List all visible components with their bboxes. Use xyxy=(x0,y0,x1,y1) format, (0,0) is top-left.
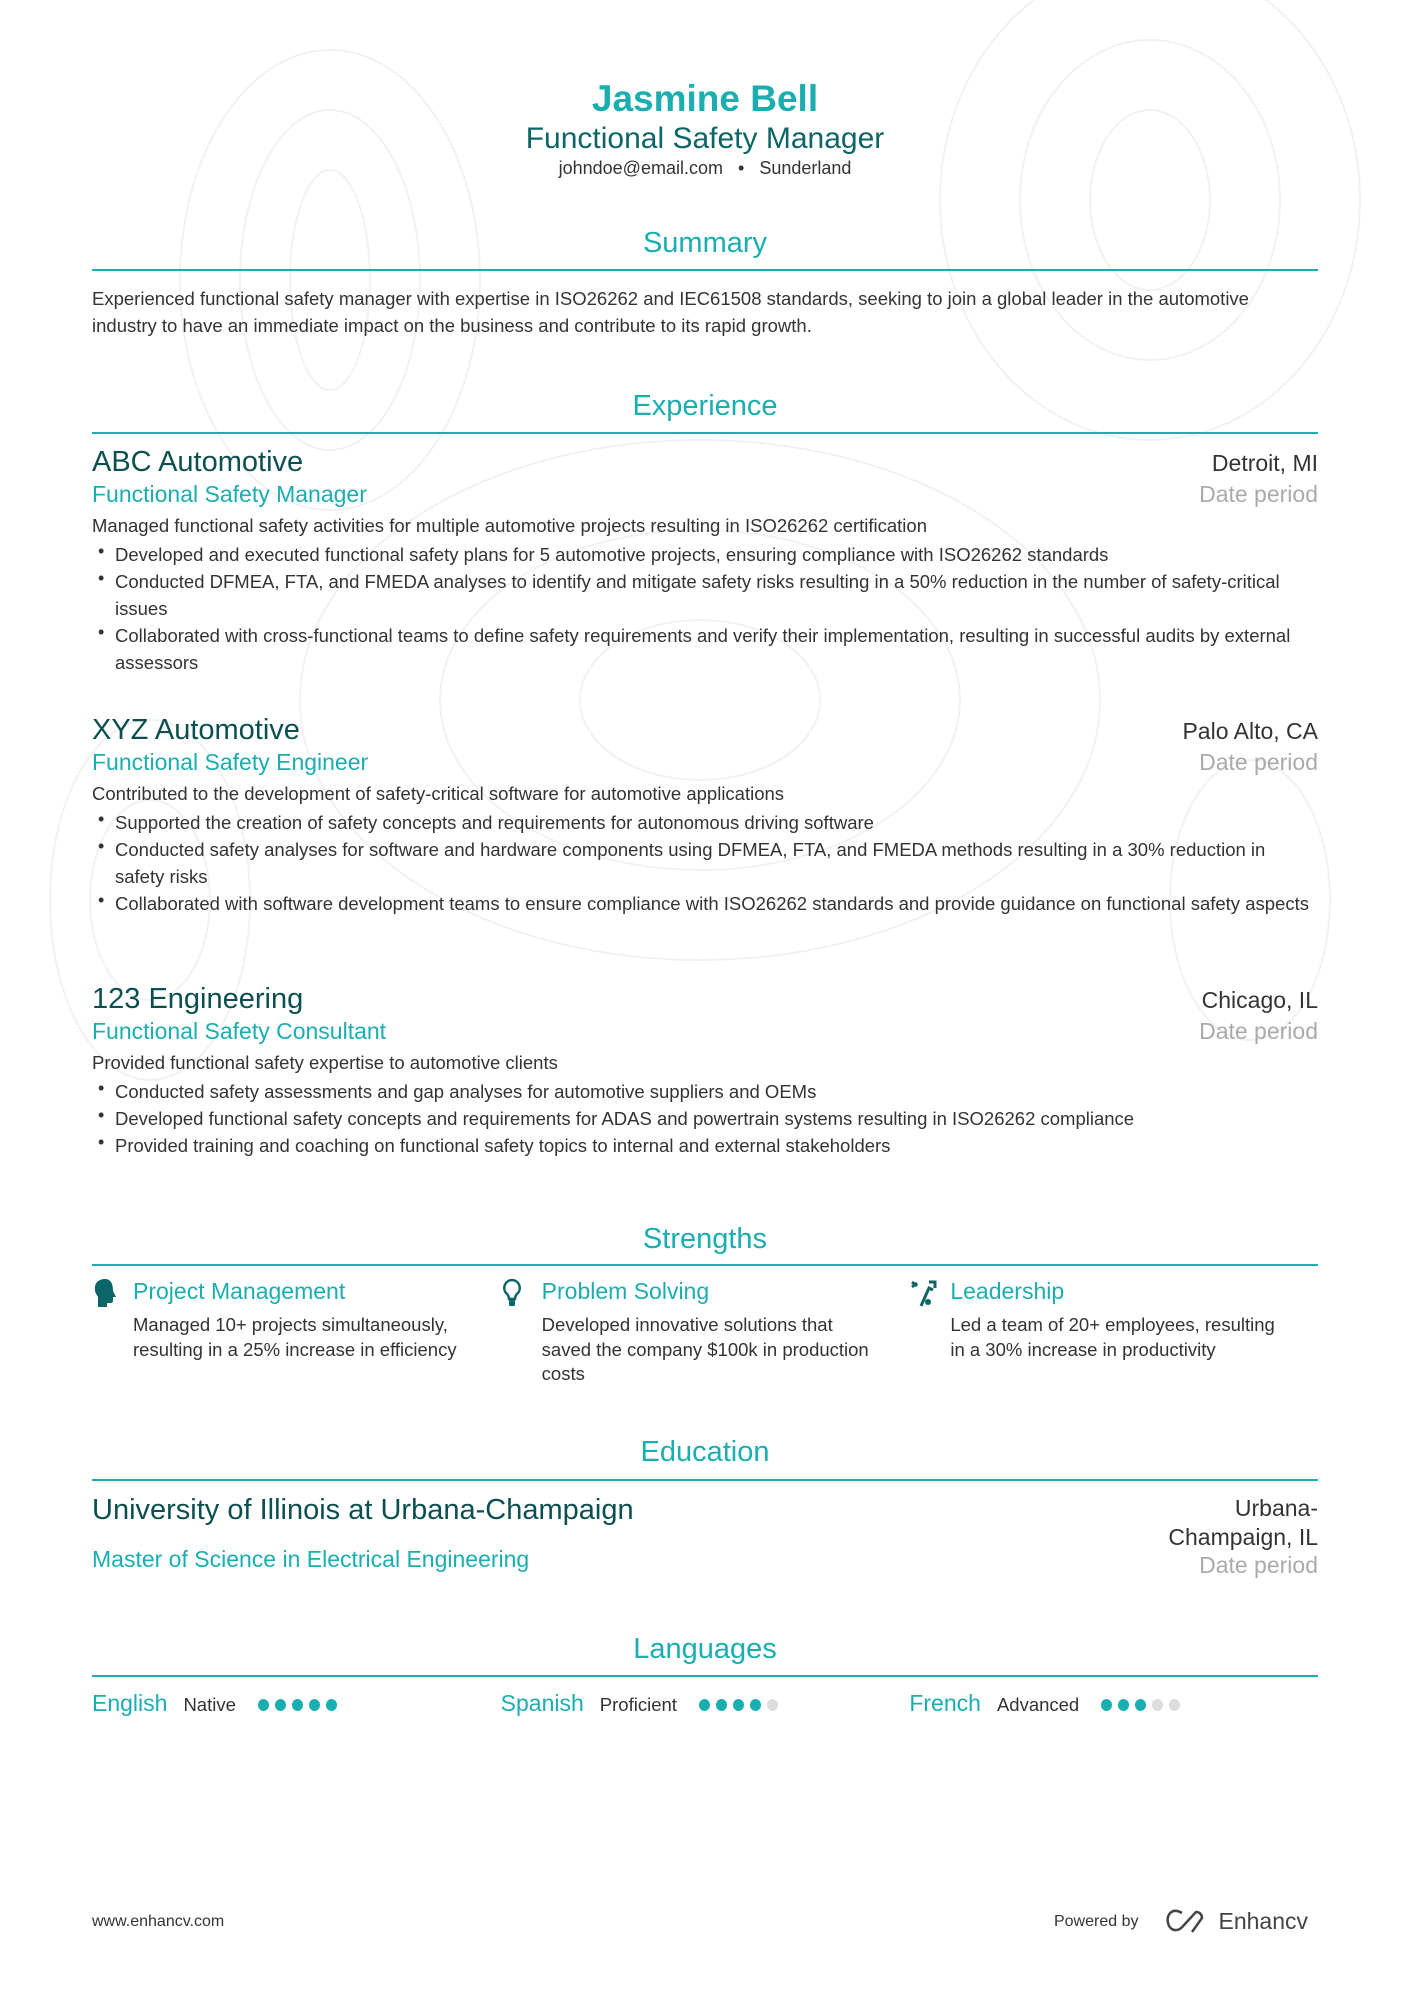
divider xyxy=(92,432,1318,434)
leadership-icon xyxy=(909,1278,950,1387)
email[interactable]: johndoe@email.com xyxy=(558,158,723,178)
company-name: 123 Engineering xyxy=(92,983,304,1015)
rating-dot xyxy=(750,1699,761,1711)
job-description: Contributed to the development of safety-critical software for automotive applications xyxy=(92,783,785,804)
strength-item xyxy=(909,1278,1318,1387)
strength-item xyxy=(501,1278,910,1387)
separator-dot: • xyxy=(727,158,755,178)
bullet-item: • Conducted safety analyses for software and hardware components using DFMEA, FTA, and FMEDA methods resulting in a 30% reduction in safety risks xyxy=(92,836,1318,890)
rating-dots xyxy=(1101,1698,1186,1716)
job-location: Palo Alto, CA xyxy=(1182,718,1318,744)
experience-heading: Experience xyxy=(632,390,778,422)
education-entry xyxy=(92,1494,1318,1579)
rating-dot xyxy=(767,1699,778,1711)
bullet-item: • Conducted safety assessments and gap analyses for automotive suppliers and OEMs xyxy=(92,1078,1318,1105)
language-name: English xyxy=(92,1690,168,1716)
lightbulb-icon xyxy=(501,1278,542,1387)
rating-dot xyxy=(1169,1699,1180,1711)
divider xyxy=(92,1264,1318,1266)
rating-dot xyxy=(699,1699,710,1711)
languages-list xyxy=(92,1690,1318,1717)
strength-item xyxy=(92,1278,501,1387)
job-bullets xyxy=(92,541,1318,676)
language-item xyxy=(501,1690,910,1717)
job-description: Managed functional safety activities for multiple automotive projects resulting in ISO26262 certification xyxy=(92,515,927,536)
degree: Master of Science in Electrical Engineering xyxy=(92,1546,530,1572)
candidate-title: Functional Safety Manager xyxy=(525,122,885,155)
education-location: Urbana-Champaign, IL xyxy=(1168,1495,1318,1550)
rating-dot xyxy=(716,1699,727,1711)
bullet-item: • Supported the creation of safety concepts and requirements for autonomous driving software xyxy=(92,809,1318,836)
rating-dots xyxy=(258,1698,343,1716)
rating-dot xyxy=(275,1699,286,1711)
languages-heading: Languages xyxy=(633,1633,777,1665)
job-role: Functional Safety Engineer xyxy=(92,749,369,775)
bullet-item: • Provided training and coaching on functional safety topics to internal and external stakeholders xyxy=(92,1132,1318,1159)
rating-dot xyxy=(326,1699,337,1711)
language-level: Proficient xyxy=(599,1694,677,1715)
contact-line xyxy=(92,158,1318,179)
job-bullets xyxy=(92,809,1318,917)
job-entry xyxy=(92,983,1318,1159)
job-date: Date period xyxy=(1199,1018,1318,1044)
footer xyxy=(92,1908,1318,1935)
strengths-heading: Strengths xyxy=(642,1223,768,1255)
strength-text: Developed innovative solutions that saved the company $100k in production costs xyxy=(541,1314,869,1384)
rating-dot xyxy=(1152,1699,1163,1711)
enhancv-logo-icon xyxy=(1164,1909,1210,1935)
rating-dots xyxy=(699,1698,784,1716)
summary-heading: Summary xyxy=(642,227,768,259)
bullet-item: • Collaborated with software development teams to ensure compliance with ISO26262 standards and provide guidance on functional safety aspects xyxy=(92,890,1318,917)
rating-dot xyxy=(292,1699,303,1711)
rating-dot xyxy=(1135,1699,1146,1711)
website-link[interactable]: www.enhancv.com xyxy=(92,1912,225,1930)
company-name: ABC Automotive xyxy=(92,446,304,478)
strengths-list xyxy=(92,1278,1318,1387)
language-item xyxy=(909,1690,1318,1717)
head-icon xyxy=(92,1278,133,1387)
rating-dot xyxy=(258,1699,269,1711)
job-entry xyxy=(92,714,1318,917)
strength-title: Leadership xyxy=(950,1278,1065,1304)
strength-title: Problem Solving xyxy=(541,1278,710,1304)
strength-text: Managed 10+ projects simultaneously, resulting in a 25% increase in efficiency xyxy=(133,1314,457,1360)
rating-dot xyxy=(309,1699,320,1711)
job-bullets xyxy=(92,1078,1318,1159)
strength-text: Led a team of 20+ employees, resulting in a 30% increase in productivity xyxy=(950,1314,1275,1360)
job-location: Chicago, IL xyxy=(1201,987,1318,1013)
education-heading: Education xyxy=(640,1436,770,1468)
job-role: Functional Safety Consultant xyxy=(92,1018,387,1044)
language-item xyxy=(92,1690,501,1717)
bullet-item: • Developed and executed functional safety plans for 5 automotive projects, ensuring compliance with ISO26262 standards xyxy=(92,541,1318,568)
job-description: Provided functional safety expertise to automotive clients xyxy=(92,1052,558,1073)
strength-title: Project Management xyxy=(133,1278,346,1304)
rating-dot xyxy=(1118,1699,1129,1711)
job-location: Detroit, MI xyxy=(1211,450,1318,476)
language-name: French xyxy=(909,1690,981,1716)
language-level: Native xyxy=(183,1694,236,1715)
rating-dot xyxy=(733,1699,744,1711)
job-date: Date period xyxy=(1199,749,1318,775)
company-name: XYZ Automotive xyxy=(92,714,300,746)
divider xyxy=(92,269,1318,271)
location: Sunderland xyxy=(759,158,852,178)
bullet-item: • Collaborated with cross-functional teams to define safety requirements and verify their implementation, resulting in successful audits by external assessors xyxy=(92,622,1318,676)
job-entry xyxy=(92,446,1318,676)
education-date: Date period xyxy=(1199,1552,1318,1578)
brand-name: Enhancv xyxy=(1218,1908,1308,1934)
job-date: Date period xyxy=(1199,481,1318,507)
language-level: Advanced xyxy=(996,1694,1080,1715)
divider xyxy=(92,1479,1318,1481)
summary-text: Experienced functional safety manager with expertise in ISO26262 and IEC61508 standards, seeking to join a global leader in the automotive industry to have an immediate impact on the business and contribute to its rapid growth. xyxy=(92,288,1249,336)
rating-dot xyxy=(1101,1699,1112,1711)
bullet-item: • Developed functional safety concepts and requirements for ADAS and powertrain systems resulting in ISO26262 compliance xyxy=(92,1105,1318,1132)
candidate-name: Jasmine Bell xyxy=(591,78,819,119)
powered-by-label: Powered by xyxy=(1053,1912,1139,1930)
language-name: Spanish xyxy=(500,1690,584,1716)
divider xyxy=(92,1675,1318,1677)
job-role: Functional Safety Manager xyxy=(92,481,367,507)
school-name: University of Illinois at Urbana-Champaign xyxy=(92,1494,634,1526)
bullet-item: • Conducted DFMEA, FTA, and FMEDA analyses to identify and mitigate safety risks resulting in a 50% reduction in the number of safety-critical issues xyxy=(92,568,1318,622)
